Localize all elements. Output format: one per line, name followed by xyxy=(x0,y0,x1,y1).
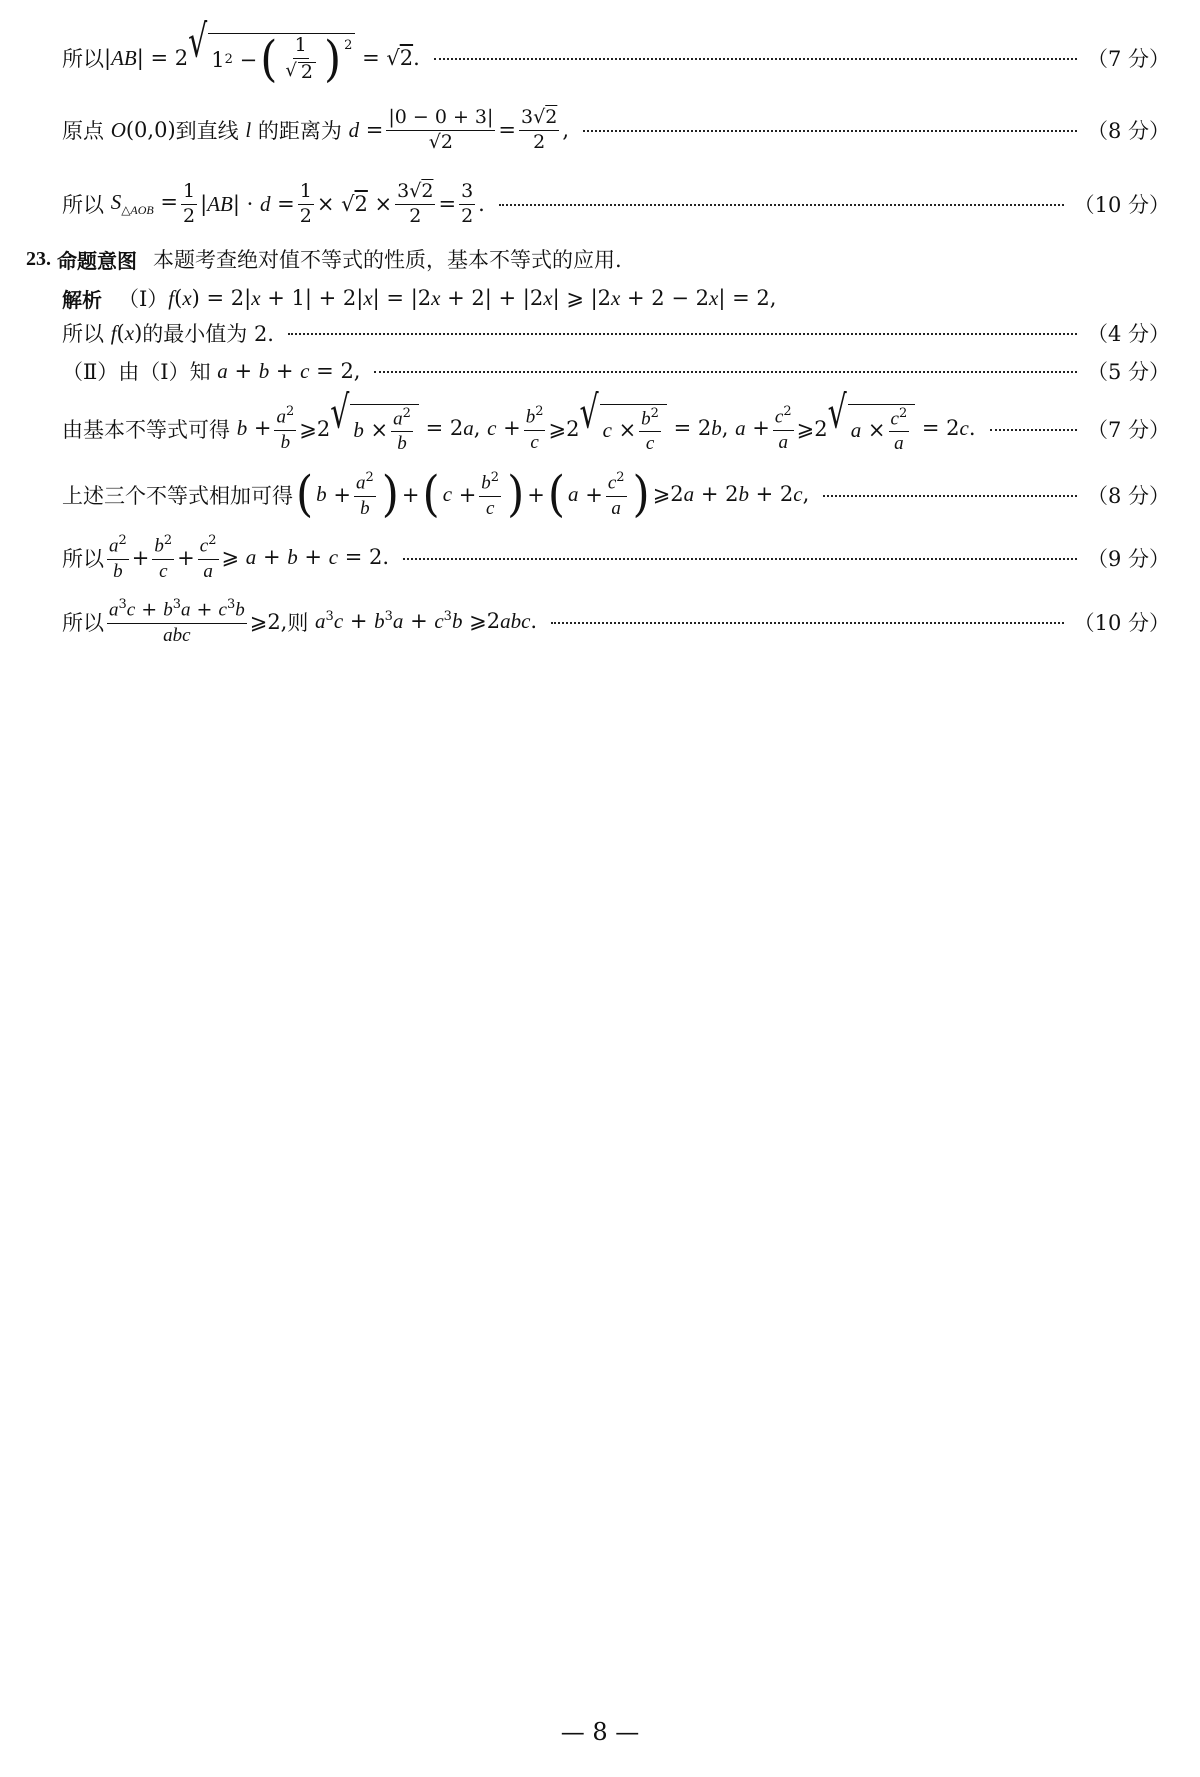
dot-leader xyxy=(288,332,1077,335)
dot-leader xyxy=(990,428,1077,431)
score-marker: （8 分） xyxy=(1086,119,1170,143)
score-marker: （4 分） xyxy=(1086,322,1170,346)
question-number: 23. xyxy=(26,247,51,270)
formula-fx: f(x) = 2|x + 1| + 2|x| = |2x + 2| + |2x| ⩾ |2x + 2 − 2x| = 2, xyxy=(168,285,777,310)
dot-leader xyxy=(551,621,1063,624)
score-marker: （5 分） xyxy=(1086,360,1170,384)
label-de-juli-wei: 的距离为 xyxy=(257,119,342,143)
solution-part-1 xyxy=(62,281,1170,315)
dot-leader xyxy=(583,129,1077,132)
dot-leader xyxy=(823,494,1077,497)
label-ze: 则 xyxy=(287,610,309,635)
score-marker: （10 分） xyxy=(1073,611,1170,635)
formula-abc-sum: （Ⅱ）由（Ⅰ）知 a + b + c = 2, xyxy=(62,356,360,386)
solution-line-distance xyxy=(62,102,1170,158)
label-yuandian: 原点 xyxy=(62,119,104,143)
dot-leader xyxy=(374,370,1076,373)
intent-text: 本题考查绝对值不等式的性质，基本不等式的应用. xyxy=(153,248,622,272)
label-suoyi: 所以 xyxy=(62,610,104,635)
formula-frac-sum: 所以 $\frac{a^2}{b}$ + $\frac{b^2}{c}$ + $\frac{c^2}{a}$ ⩾ a + b + c = 2. xyxy=(62,533,389,582)
formula-sum: 上述三个不等式相加可得 ( b + $\frac{a^2}{b}$ ) + ( c + $\frac{b^2}{c}$ ) + ( a + $\frac{c^2}{a}$ ) ⩾2a + 2b + 2c, xyxy=(62,466,810,523)
intent-label: 命题意图 xyxy=(57,248,137,273)
score-marker: （8 分） xyxy=(1086,484,1170,508)
label-basic-ineq: 由基本不等式可得 xyxy=(62,417,230,442)
label-suoyi: 所以 xyxy=(62,546,104,571)
part-1-marker: （Ⅰ） xyxy=(118,287,169,311)
label-sum-three: 上述三个不等式相加可得 xyxy=(62,483,293,508)
formula-basic-ineq: 由基本不等式可得 b + $\frac{a^2}{b}$ ⩾2 √ b × $\frac{a^2}{b}$ = 2a, c + $\frac{b^2}{c}$ ⩾2 √ c × $\frac{b^2}{c}$ = 2b, a + $\frac{c^2}{a}$ ⩾2 √ a × $\frac{c^2}{a}$ = 2c. xyxy=(62,386,976,455)
formula-final: 所以 $\frac{a^3c + b^3a + c^3b}{\text{abc}}$ ⩾2, 则 $a^3c + b^3a + c^3b$ ⩾2abc. xyxy=(62,597,538,646)
dot-leader xyxy=(403,557,1077,560)
min-value-text: 的最小值为 2. xyxy=(142,322,274,346)
solution-line-frac-sum xyxy=(62,530,1170,586)
formula-min-value: 所以 f(x) 的最小值为 2. xyxy=(62,318,274,348)
dot-leader xyxy=(434,57,1077,60)
score-marker: （7 分） xyxy=(1086,418,1170,442)
score-marker: （7 分） xyxy=(1086,47,1170,71)
dot-leader xyxy=(499,203,1064,206)
formula-distance: 原点 O(0,0) 到直线 l 的距离为 d = $\frac{|0 - 0 + 3|}{√2}$ = $\frac{3√2}{2}$ , xyxy=(62,105,570,153)
jiexi-label: 解析 xyxy=(62,287,102,312)
question-23-intent xyxy=(26,242,1170,276)
label-suoyi: 所以 xyxy=(62,322,104,346)
solution-line-ab-length xyxy=(62,16,1170,87)
score-marker: （9 分） xyxy=(1086,547,1170,571)
label-suoyi: 所以 xyxy=(62,193,104,217)
label-suoyi: 所以 xyxy=(62,47,104,71)
formula-area: 所以 $S_{\triangle AOB}$ = $\frac{1}{2}$ |AB| · d = $\frac{1}{2}$ × √2 × $\frac{3√2}{2}$ = $\frac{3}{2}$ . xyxy=(62,179,485,227)
solution-line-area xyxy=(62,176,1170,232)
label-dao-zhixian: 到直线 xyxy=(175,119,239,143)
solution-line-sum xyxy=(62,466,1170,524)
solution-line-basic-ineq xyxy=(62,386,1170,460)
formula-ab-length: 所以 |AB| = 2 √ 1 2 − ( 1 √ 2 ) $^2$ = √2. xyxy=(62,16,420,87)
page-number: — 8 — xyxy=(560,1718,640,1746)
part-2-marker: （Ⅱ）由（Ⅰ）知 xyxy=(62,360,211,384)
solution-line-min xyxy=(62,316,1170,350)
solution-part-2 xyxy=(62,354,1170,388)
solution-line-final xyxy=(62,594,1170,650)
score-marker: （10 分） xyxy=(1073,193,1170,217)
